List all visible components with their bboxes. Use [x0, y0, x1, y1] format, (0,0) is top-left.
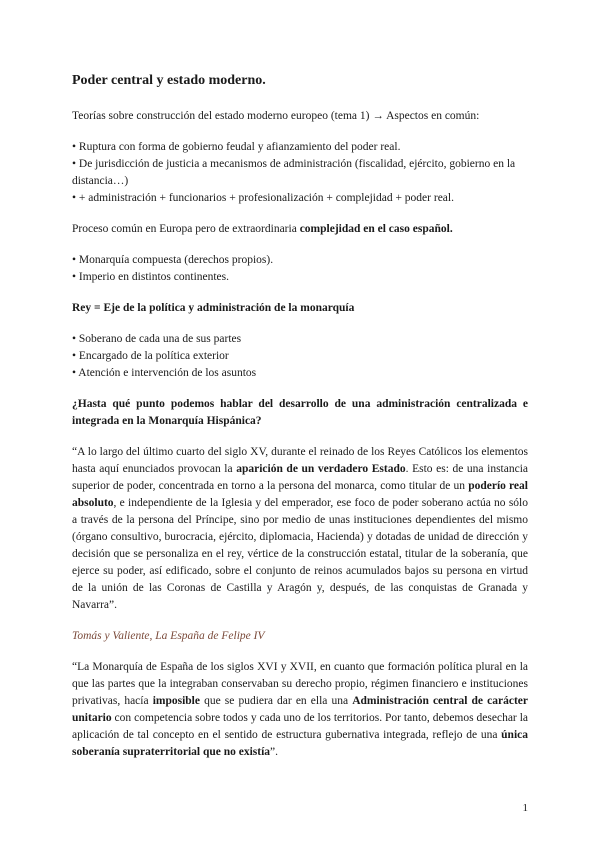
process-paragraph: [72, 221, 528, 238]
list-item: • De jurisdicción de justicia a mecanismos de administración (fiscalidad, ejército, gobierno en la distancia…): [72, 158, 516, 187]
bullet-list-aspects: [72, 139, 528, 207]
quote-emphasis: única soberanía supraterritorial que no existía: [72, 729, 528, 758]
page-title: Poder central y estado moderno.: [72, 73, 266, 88]
bullet-list-rey: [72, 331, 528, 382]
list-item: • Monarquía compuesta (derechos propios).: [72, 254, 274, 266]
list-item: • Atención e intervención de los asuntos: [72, 367, 257, 379]
quote-emphasis: Administración central de carácter unitario: [72, 695, 528, 724]
quote-text: ”.: [270, 746, 279, 758]
quote-emphasis: poderío real absoluto: [72, 480, 528, 509]
page-number: 1: [522, 802, 528, 814]
quote-text: que se pudiera dar en ella una: [199, 695, 353, 707]
quote-text: con competencia sobre todos y cada uno de los territorios. Por tanto, debemos desechar la aplicación de tal concepto en el sentido de estructura gubernativa integrada, reflejo de una: [72, 712, 528, 741]
section-heading-rey: Rey = Eje de la política y administración de la monarquía: [72, 302, 355, 314]
quote-emphasis: imposible: [152, 695, 200, 707]
question-heading: ¿Hasta qué punto podemos hablar del desarrollo de una administración centralizada e integrada en la Monarquía Hispánica?: [72, 398, 528, 427]
quote-text: “La Monarquía de España de los siglos XVI y XVII, en cuanto que formación política plural en la que las partes que la integraban conservaban su derecho propio, régimen financiero e instituciones privativas, hacía: [72, 661, 528, 707]
process-text: Proceso común en Europa pero de extraordinaria: [72, 223, 300, 235]
list-item: • Imperio en distintos continentes.: [72, 271, 230, 283]
citation: Tomás y Valiente, La España de Felipe IV: [72, 630, 265, 642]
intro-text: Teorías sobre construcción del estado moderno europeo (tema 1) → Aspectos en común:: [72, 110, 480, 122]
quote-second: [72, 659, 528, 761]
process-emphasis: complejidad en el caso español.: [299, 223, 453, 235]
quote-text: . Esto es: de una instancia superior de poder, concentrada en torno a la persona del monarca, como titular de un: [72, 463, 528, 492]
list-item: • + administración + funcionarios + profesionalización + complejidad + poder real.: [72, 192, 454, 204]
bullet-list-spain: [72, 252, 528, 286]
list-item: • Encargado de la política exterior: [72, 350, 229, 362]
quote-text: “A lo largo del último cuarto del siglo XV, durante el reinado de los Reyes Católicos los elementos hasta aquí enunciados provocan la: [72, 446, 528, 475]
quote-emphasis: aparición de un verdadero Estado: [236, 463, 406, 475]
quote-first: [72, 444, 528, 614]
quote-text: , e independiente de la Iglesia y del emperador, ese foco de poder soberano actúa no sólo a través de la persona del Príncipe, sino por medio de unas instituciones dependientes del mismo (órgano consultivo, burocracia, ejército, diplomacia, Hacienda) y dotadas de unidad de dirección y decisión que se personaliza en el rey, vértice de la construcción estatal, titular de la soberanía, que ejerce su poder, así edificado, sobre el conjunto de reinos acumulados bajos su persona en virtud de la unión de las Coronas de Castilla y Aragón y, después, de las conquistas de Granada y Navarra”.: [72, 497, 528, 611]
list-item: • Ruptura con forma de gobierno feudal y afianzamiento del poder real.: [72, 141, 401, 153]
list-item: • Soberano de cada una de sus partes: [72, 333, 242, 345]
